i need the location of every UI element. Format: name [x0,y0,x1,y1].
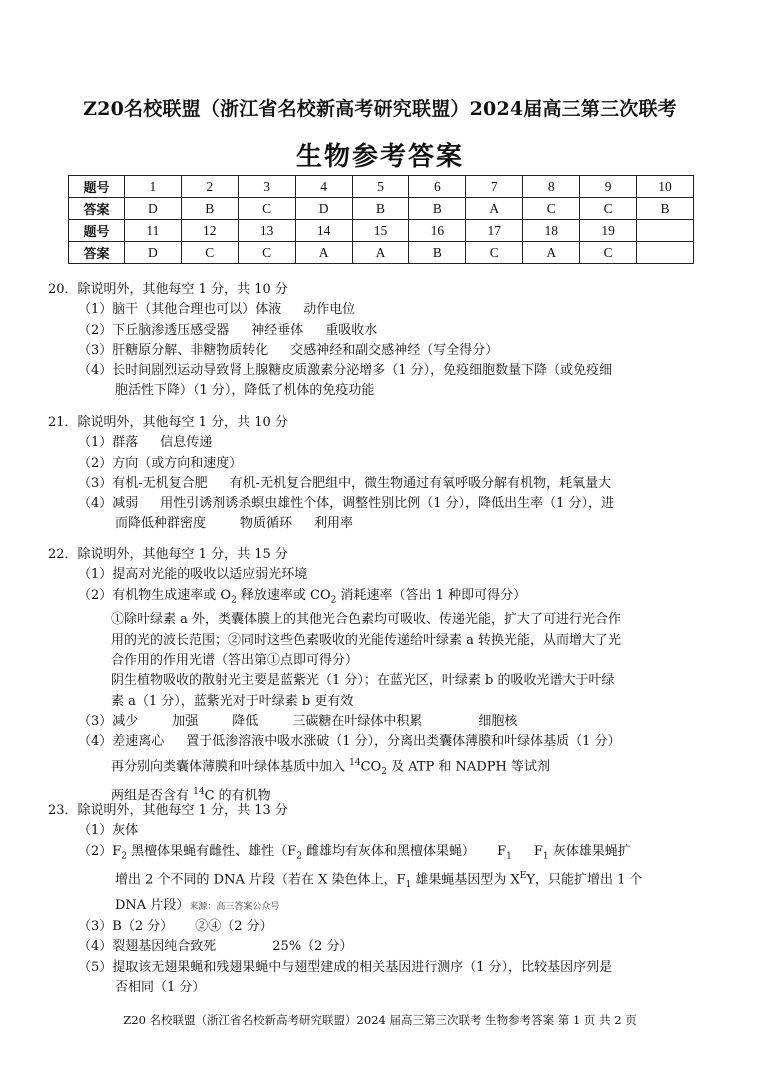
table-cell: A [295,242,352,264]
answer-line [48,866,718,895]
answer-text: 雌雄均有灰体和黑檀体果蝇） [301,843,476,859]
answer-line [48,937,718,957]
answer-text: 加强 [172,713,199,729]
answer-text: 动作电位 [303,302,356,318]
answer-text: 雄果蝇基因型为 X [411,872,520,888]
superscript: 14 [193,786,205,797]
table-cell: 12 [181,220,238,242]
answer-text: 置于低渗溶液中吸水涨破（1 分），分离出类囊体薄膜和叶绿体基质（1 分） [186,734,621,750]
question-heading: 22．除说明外，其他每空 1 分，共 15 分 [48,547,288,562]
answer-text: 用性引诱剂诱杀螟虫雄性个体，调整性别比例（1 分），降低出生率（1 分），进 [160,496,615,512]
answer-text: CO [360,758,382,774]
superscript: E [519,871,527,882]
answer-text: 物质循环 [240,516,293,532]
table-cell: 3 [238,176,295,198]
answer-line [48,341,718,361]
table-cell: C [580,198,637,220]
table-cell: B [352,198,409,220]
answer-text: （1）群落 [78,435,139,451]
document-subtitle: 生物参考答案 [295,142,464,172]
answer-line [48,917,718,937]
answer-line: 胞活性下降）（1 分），降低了机体的免疫功能 [115,383,375,399]
answer-line [48,712,718,732]
table-cell: D [124,242,181,264]
answer-table [68,175,694,264]
question-22 [48,545,718,806]
table-cell: 13 [238,220,295,242]
question-21 [48,413,718,535]
table-cell: C [238,242,295,264]
table-cell: B [409,198,466,220]
answer-text: （4）减弱 [78,496,139,512]
question-number-header: 题号 [69,220,125,242]
answer-text: 信息传递 [160,435,213,451]
answer-text: 25%（2 分） [272,939,353,955]
table-cell: B [181,198,238,220]
answer-text: 两组是否含有 [111,788,194,804]
table-cell: 6 [409,176,466,198]
table-cell [637,220,694,242]
answer-line: （2）方向（或方向和速度） [78,455,243,471]
answer-text: 增出 2 个不同的 DNA 片段（若在 X 染色体上，F [115,872,406,888]
table-cell: 8 [523,176,580,198]
answer-text: F [497,843,507,859]
answer-text: 利用率 [314,516,354,532]
table-cell: C [523,198,580,220]
source-note: 来源：高三答案公众号 [189,901,280,912]
answer-line [48,514,718,534]
table-cell: C [466,242,523,264]
answer-text: C 的有机物 [204,788,271,804]
answer-text: 释放速率或 CO [236,587,331,603]
table-cell: A [352,242,409,264]
table-row [69,198,694,220]
table-cell: 11 [124,220,181,242]
question-heading: 23．除说明外，其他每空 1 分，共 13 分 [48,803,288,818]
subscript: 1 [542,851,549,862]
answer-line: ①除叶绿素 a 外，类囊体膜上的其他光合色素均可吸收、传递光能，扩大了可进行光合作 [111,612,622,628]
answer-text: 细胞核 [478,713,518,729]
table-cell: A [523,242,580,264]
answer-text: 三碳糖在叶绿体中积累 [292,713,423,729]
table-cell: 1 [124,176,181,198]
table-cell: 18 [523,220,580,242]
table-cell: A [466,198,523,220]
table-cell: 4 [295,176,352,198]
answer-line [48,842,718,867]
answer-text: DNA 片段） [115,897,190,913]
document-title: Z20名校联盟（浙江省名校新高考研究联盟）2024届高三第三次联考 [83,98,677,120]
table-cell: 16 [409,220,466,242]
table-cell: D [295,198,352,220]
table-cell: 2 [181,176,238,198]
question-23 [48,801,718,998]
answer-text: （2）有机物生成速率或 O [78,587,232,603]
answer-line: 阴生植物吸收的散射光主要是蓝紫光（1 分）；在蓝光区，叶绿素 b 的吸收光谱大于叶绿 [111,673,615,689]
subscript: 2 [330,595,337,606]
answer-line: （4）长时间剧烈运动导致肾上腺糖皮质激素分泌增多（1 分），免疫细胞数量下降（或免疫细 [78,363,613,379]
question-number-header: 题号 [69,176,125,198]
answer-text: ②④（2 分） [195,919,273,934]
table-cell: D [124,198,181,220]
table-cell [637,242,694,264]
page-footer: Z20 名校联盟（浙江省名校新高考研究联盟）2024 届高三第三次联考 生物参考答案 第 1 页 共 2 页 [123,1013,637,1027]
table-cell: 5 [352,176,409,198]
table-cell: 10 [637,176,694,198]
answer-header: 答案 [69,198,125,220]
answer-text: 而降低种群密度 [115,516,207,532]
answer-text: （3）B（2 分） [78,919,174,934]
table-cell: 14 [295,220,352,242]
subscript: 2 [381,766,387,777]
table-cell: B [409,242,466,264]
table-cell: B [637,198,694,220]
table-row [69,176,694,198]
table-cell: 17 [466,220,523,242]
answer-line: （1）提高对光能的吸收以适应弱光环境 [78,567,308,583]
answer-line [48,433,718,453]
answer-text: 黑檀体果蝇有雌性、雄性（F [127,843,297,859]
answer-line [48,474,718,494]
answer-line [48,896,718,917]
answer-text: 交感神经和副交感神经（写全得分） [290,342,499,358]
answer-text: （4）裂翅基因纯合致死 [78,939,217,955]
answer-line [48,753,718,782]
answer-text: （1）脑干（其他合理也可以）体液 [78,302,282,318]
answer-text: F [533,843,543,859]
subscript: 2 [231,595,237,606]
answer-text: 降低 [232,713,259,729]
table-cell: 19 [580,220,637,242]
answer-line: 否相同（1 分） [115,979,206,995]
table-cell: C [238,198,295,220]
table-cell: 7 [466,176,523,198]
answer-text: 灰体雄果蝇扩 [548,843,631,859]
answer-text: （3）肝糖原分解、非糖物质转化 [78,342,269,358]
superscript: 14 [349,757,361,768]
answer-line: （5）提取该无翅果蝇和残翅果蝇中与翅型建成的相关基因进行测序（1 分），比较基因序列是 [78,959,613,975]
answer-line: 用的光的波长范围；②同时这些色素吸收的光能传递给叶绿素 a 转换光能，从而增大了光 [111,632,622,648]
answer-line: 素 a（1 分），蓝紫光对于叶绿素 b 更有效 [111,693,354,709]
answer-text: （2）F [78,843,122,859]
question-heading: 20．除说明外，其他每空 1 分，共 10 分 [48,282,288,297]
answer-text: （3）减少 [78,713,139,729]
table-row [69,220,694,242]
answer-line: （1）灰体 [78,823,139,839]
table-cell: 9 [580,176,637,198]
subscript: 2 [296,851,302,862]
question-heading: 21．除说明外，其他每空 1 分，共 10 分 [48,415,288,430]
answer-text: 神经垂体 [251,322,304,338]
answer-line [48,300,718,320]
table-cell: C [580,242,637,264]
answer-text: Y，只能扩增出 1 个 [526,872,643,888]
answer-text: 有机-无机复合肥组中，微生物通过有氧呼吸分解有机物，耗氧量大 [229,475,612,491]
table-cell: C [181,242,238,264]
answer-text: （3）有机-无机复合肥 [78,475,208,491]
answer-line: 合作用的作用光谱（答出第①点即可得分） [111,653,359,669]
subscript: 1 [506,851,512,862]
answer-header: 答案 [69,242,125,264]
answer-text: 重吸收水 [325,322,378,338]
answer-text: 及 ATP 和 NADPH 等试剂 [386,758,550,774]
subscript: 2 [121,851,128,862]
question-20 [48,280,718,402]
answer-line [48,494,718,514]
answer-text: （2）下丘脑渗透压感受器 [78,322,230,338]
answer-text: 再分别向类囊体薄膜和叶绿体基质中加入 [111,758,350,774]
answer-text: （4）差速离心 [78,734,165,750]
table-row [69,242,694,264]
answer-text: 消耗速率（答出 1 种即可得分） [336,587,527,603]
answer-line [48,321,718,341]
answer-line [48,732,718,752]
subscript: 1 [405,880,412,891]
answer-line [48,586,718,611]
table-cell: 15 [352,220,409,242]
